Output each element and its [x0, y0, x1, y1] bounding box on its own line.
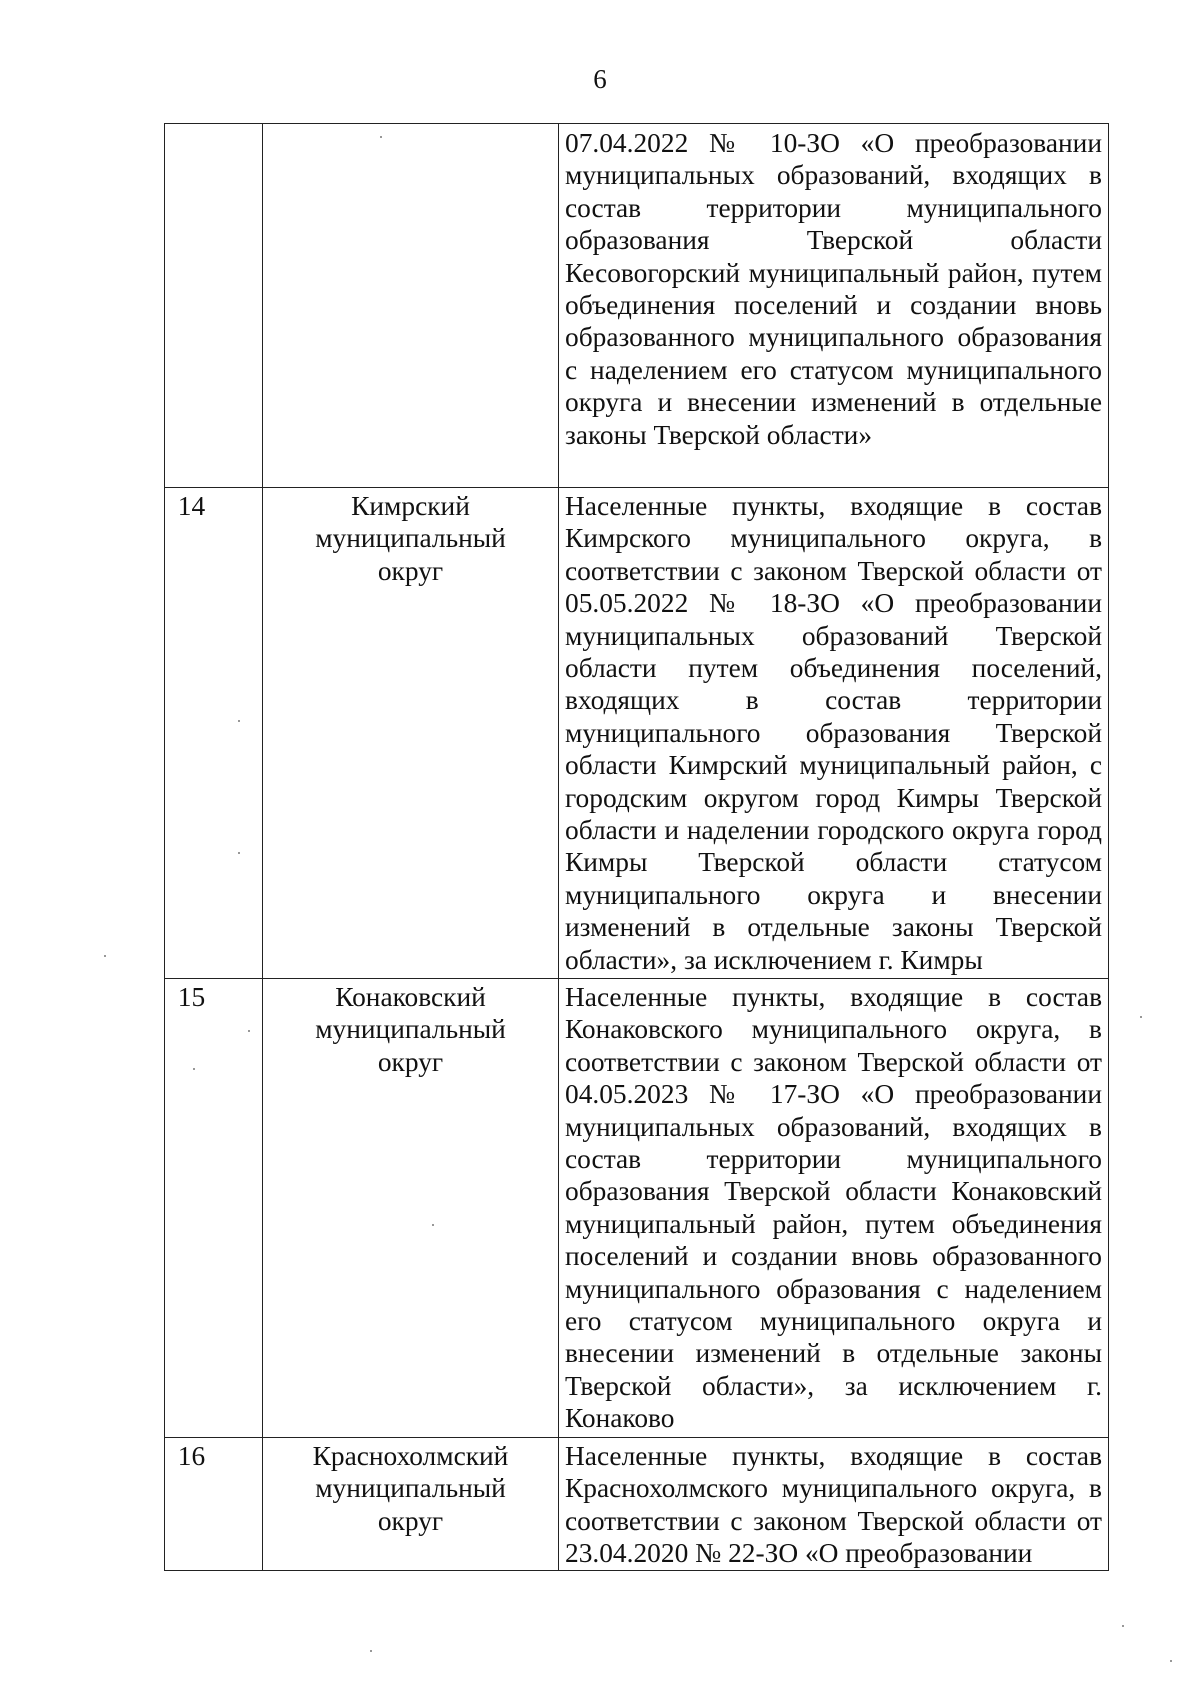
description-text: Населенные пункты, входящие в состав Краснохолмского муниципального округа, в соответствии с законом Тверской области от 23.04.2020 № 22-ЗО «О преобразовании	[565, 1441, 1102, 1569]
scan-speck	[1122, 1625, 1124, 1627]
scan-speck	[1140, 1016, 1142, 1018]
scan-speck	[238, 852, 240, 854]
settlements-table	[164, 123, 1109, 1571]
row-number-cell: 15	[165, 979, 263, 1438]
scan-speck	[1170, 1660, 1172, 1662]
scan-speck	[370, 1650, 372, 1652]
row-number-cell: 14	[165, 488, 263, 979]
scan-speck	[248, 1030, 250, 1032]
description-text: 07.04.2022 № 10-ЗО «О преобразовании муниципальных образований, входящих в состав территории муниципального образования Тверской области Кесовогорский муниципальный район, путем объединения поселений и создании вновь образованного муниципального образования с наделением его статусом муниципального округа и внесении изменений в отдельные законы Тверской области»	[565, 128, 1102, 450]
description-text: Населенные пункты, входящие в состав Кимрского муниципального округа, в соответствии с законом Тверской области от 05.05.2022 № 18-ЗО «О преобразовании муниципальных образований Тверской области путем объединения поселений, входящих в состав территории муниципального образования Тверской области Кимрский муниципальный район, с городским округом город Кимры Тверской области и наделении городского округа город Кимры Тверской области статусом муниципального округа и внесении изменений в отдельные законы Тверской области», за исключением г. Кимры	[565, 491, 1102, 975]
scan-speck	[432, 1224, 434, 1226]
municipality-name-cell: Краснохолмский муниципальный округ	[263, 1438, 559, 1571]
municipality-name-cell: Конаковский муниципальный округ	[263, 979, 559, 1438]
table-row	[165, 124, 1109, 488]
page-number: 6	[593, 64, 607, 94]
description-cell	[559, 124, 1109, 488]
scan-speck	[238, 720, 240, 722]
scan-speck	[104, 955, 106, 957]
municipality-name-cell: Кимрский муниципальный округ	[263, 488, 559, 979]
table-row	[165, 488, 1109, 979]
table-row	[165, 1438, 1109, 1571]
table-row	[165, 979, 1109, 1438]
scan-speck	[193, 1068, 195, 1070]
municipality-name-cell	[263, 124, 559, 488]
description-cell	[559, 488, 1109, 979]
row-number-cell	[165, 124, 263, 488]
description-cell	[559, 979, 1109, 1438]
scan-speck	[380, 136, 382, 138]
description-cell	[559, 1438, 1109, 1571]
row-number-cell: 16	[165, 1438, 263, 1571]
description-text: Населенные пункты, входящие в состав Конаковского муниципального округа, в соответствии с законом Тверской области от 04.05.2023 № 17-ЗО «О преобразовании муниципальных образований, входящих в состав территории муниципального образования Тверской области Конаковский муниципальный район, путем объединения поселений и создании вновь образованного муниципального образования с наделением его статусом муниципального округа и внесении изменений в отдельные законы Тверской области», за исключением г. Конаково	[565, 982, 1102, 1434]
